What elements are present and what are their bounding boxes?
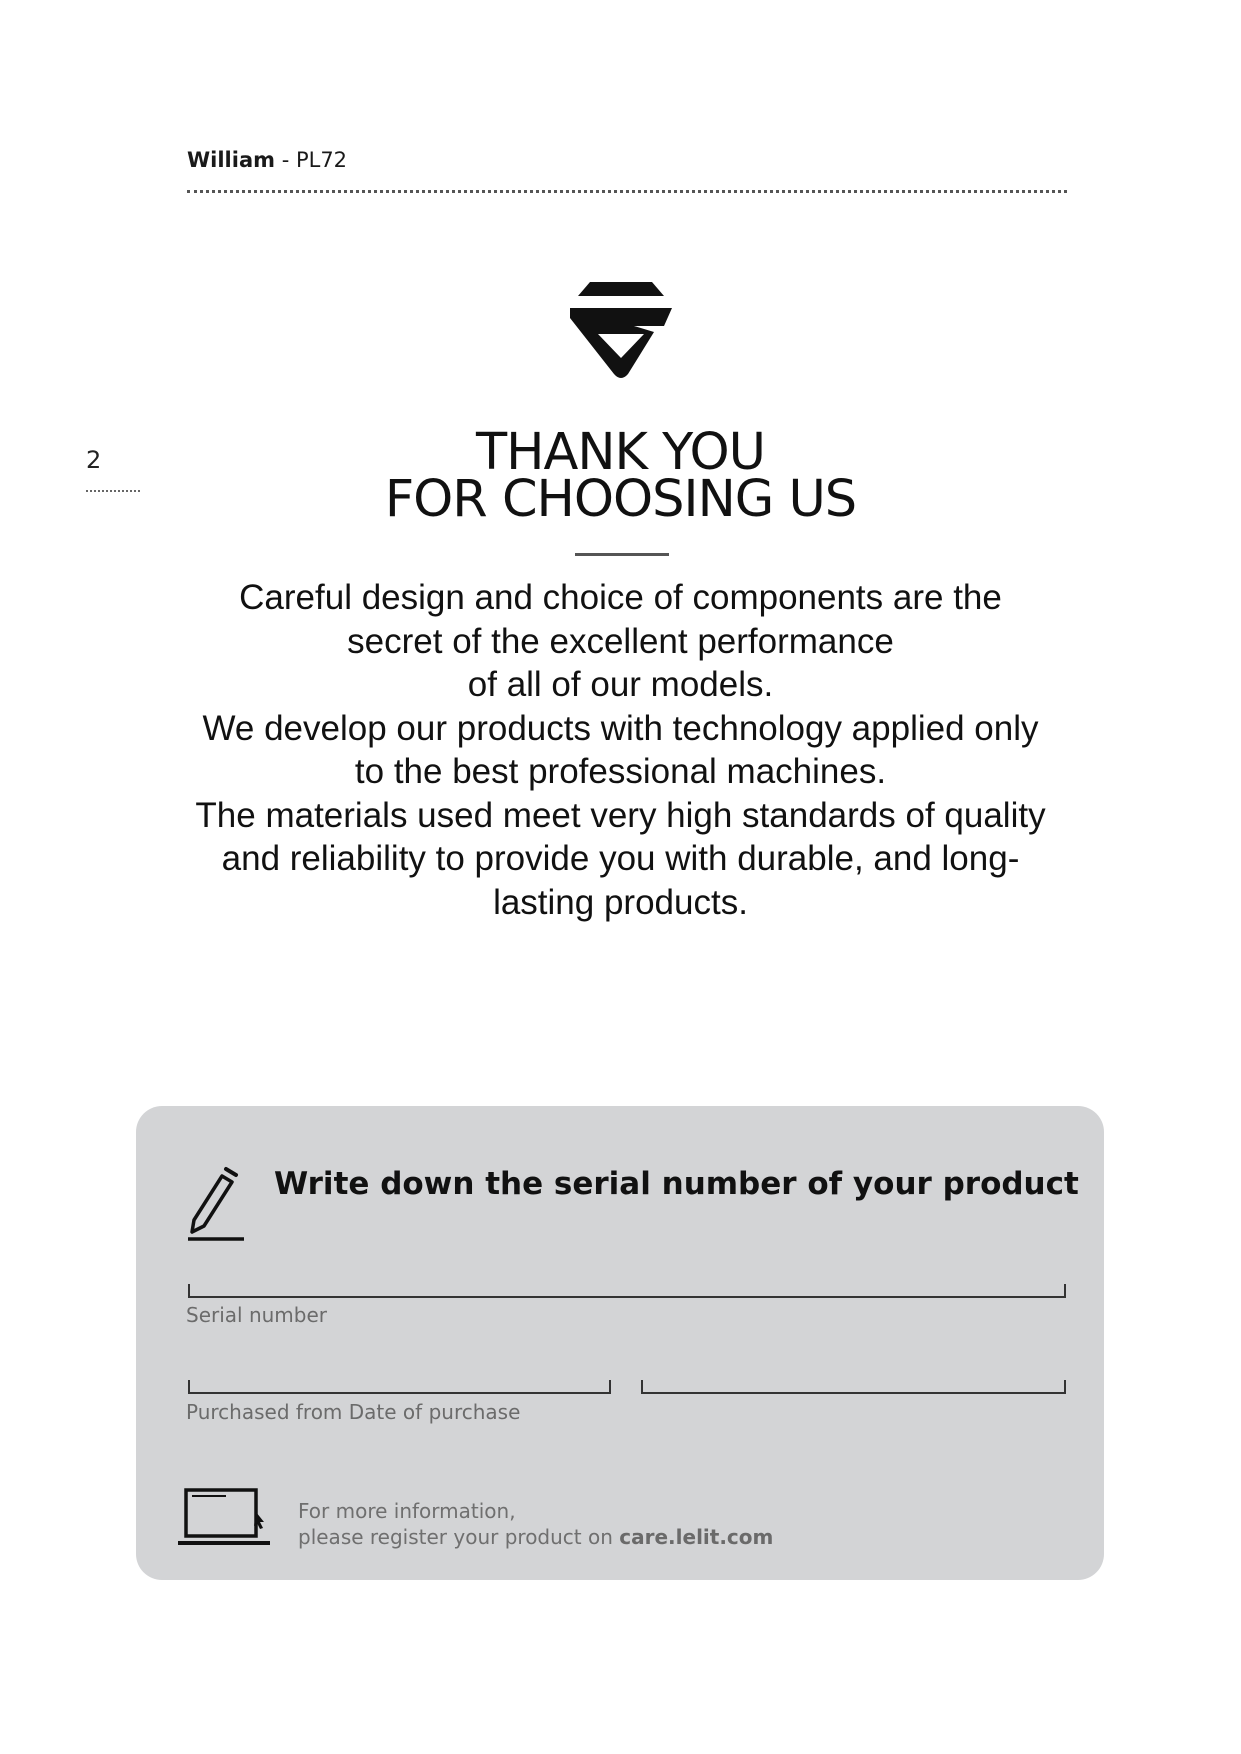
title-divider <box>575 553 669 556</box>
intro-line: Careful design and choice of components are the <box>239 578 1002 617</box>
serial-number-field[interactable] <box>188 1284 1066 1298</box>
purchased-from-field[interactable] <box>188 1380 611 1394</box>
purchase-labels: Purchased from Date of purchase <box>186 1400 521 1424</box>
intro-paragraph <box>120 576 1121 924</box>
laptop-icon <box>178 1488 270 1546</box>
title-line-2: FOR CHOOSING US <box>384 470 857 529</box>
info-line-2-prefix: please register your product on <box>298 1525 620 1549</box>
intro-line: The materials used meet very high standards of quality <box>195 795 1046 835</box>
info-line-2 <box>298 1524 773 1550</box>
header-divider <box>187 190 1067 193</box>
document-header <box>187 148 347 172</box>
pencil-icon <box>186 1164 248 1242</box>
intro-line: secret of the excellent performance <box>347 621 894 661</box>
intro-line: We develop our products with technology applied only <box>202 708 1039 748</box>
intro-line: lasting products. <box>493 882 748 922</box>
header-model: PL72 <box>295 148 348 172</box>
intro-line: of all of our models. <box>467 665 774 704</box>
serial-number-label: Serial number <box>186 1303 328 1327</box>
date-of-purchase-field[interactable] <box>641 1380 1066 1394</box>
info-line-1: For more information, <box>298 1499 516 1523</box>
intro-line: and reliability to provide you with durable, and long- <box>221 839 1020 878</box>
title-line-1: THANK YOU <box>475 423 766 482</box>
register-link[interactable]: care.lelit.com <box>619 1525 774 1549</box>
header-separator: - <box>275 148 296 172</box>
register-info <box>298 1498 773 1550</box>
brand-logo-icon <box>568 278 674 380</box>
intro-line: to the best professional machines. <box>354 752 887 791</box>
header-brand: William <box>187 148 276 172</box>
card-title: Write down the serial number of your product <box>274 1166 1079 1202</box>
page-number: 2 <box>86 446 102 474</box>
